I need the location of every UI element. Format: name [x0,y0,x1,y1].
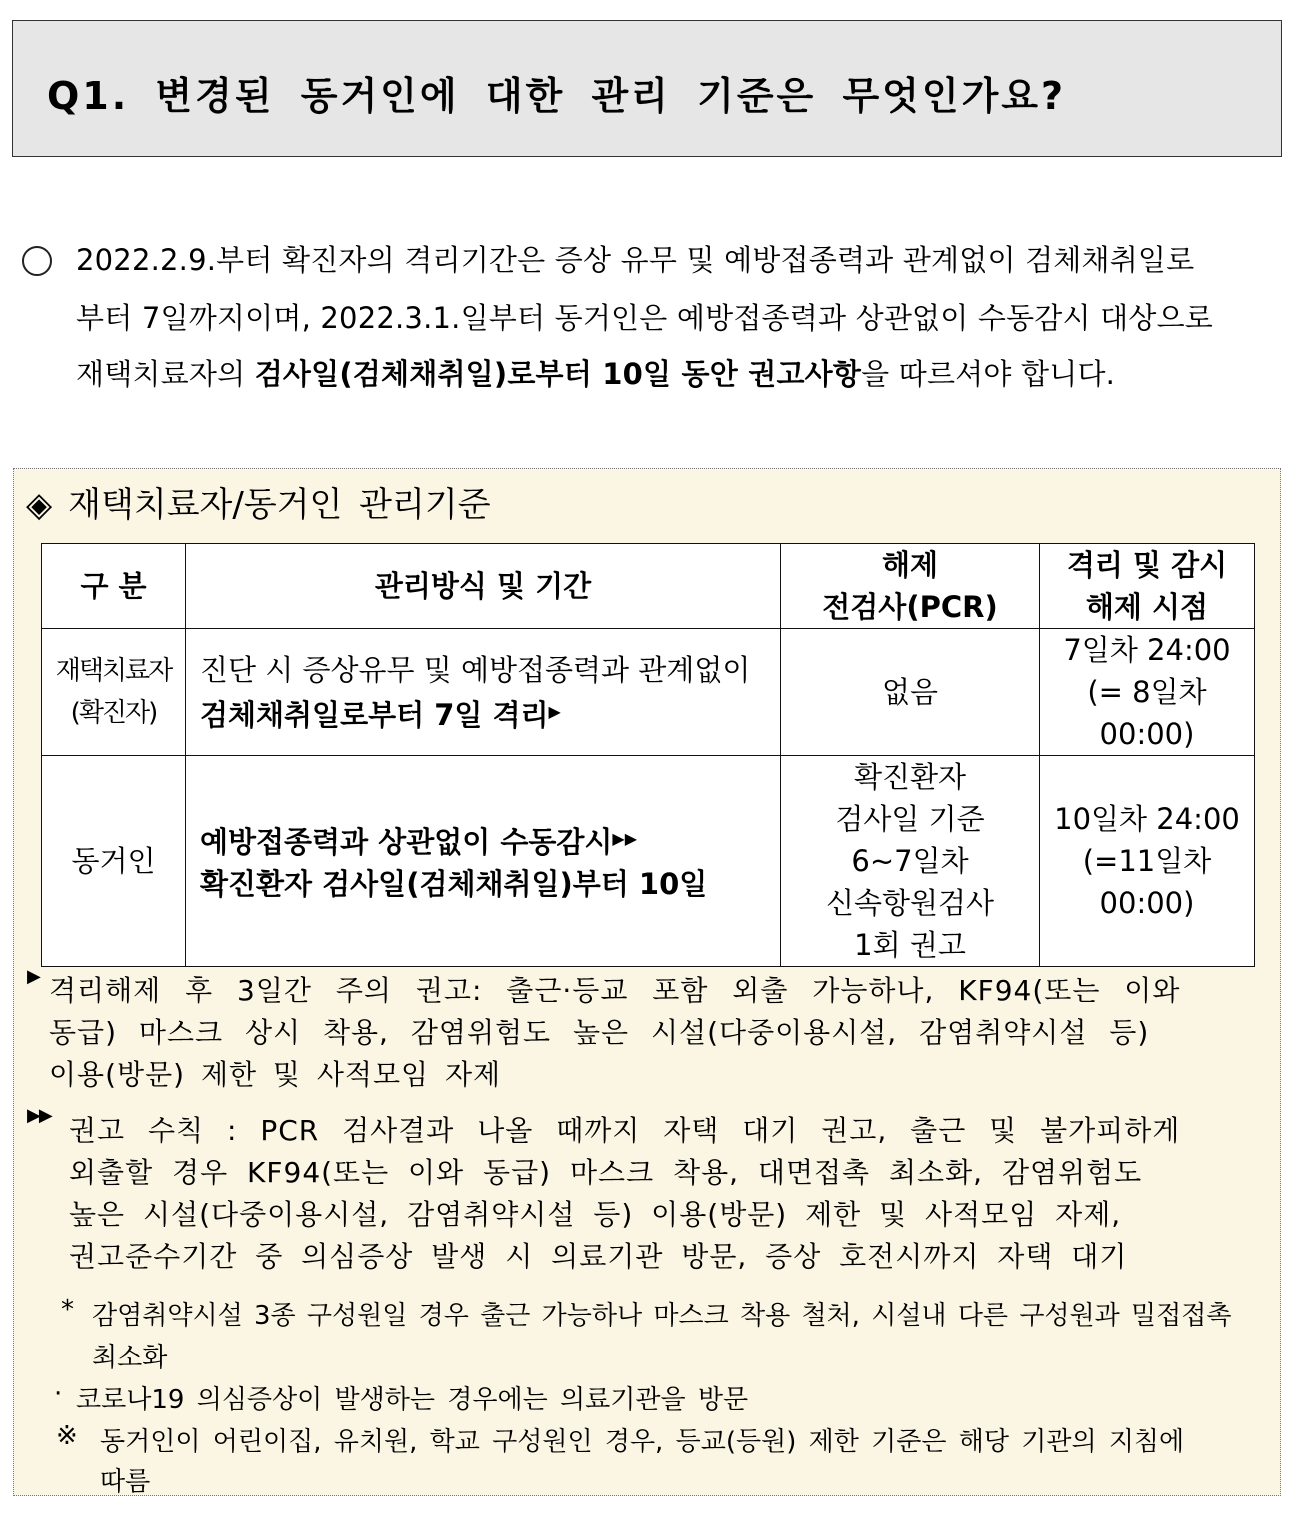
row1-release-line-3: 00:00) [1099,717,1195,751]
row2-method-line-1-wrap [200,818,780,863]
panel-title [26,477,491,526]
note3-asterisk-icon: * [61,1295,75,1325]
criteria-table [41,543,1255,967]
row1-category-line-1: 재택치료자 [55,656,172,686]
table-header-row [42,544,1255,629]
note1-line-3: 이용(방문) 제한 및 사적모임 자제 [49,1058,502,1091]
row2-release [1040,756,1255,967]
row1-pcr: 없음 [781,629,1040,756]
note2-double-triangle-icon: ▶▶ [27,1105,51,1126]
note2-line-1: 권고 수칙 : PCR 검사결과 나올 때까지 자택 대기 권고, 출근 및 불가피하게 [69,1114,1181,1147]
note1-line-1: 격리해제 후 3일간 주의 권고: 출근·등교 포함 외출 가능하나, KF94(또는 이와 [49,974,1181,1007]
header-release-line-2: 해제 시점 [1085,590,1209,624]
row2-pcr [781,756,1040,967]
table-row [42,629,1255,756]
row1-method-line-2-wrap [200,691,780,736]
row2-method-line-2-wrap [200,863,780,905]
intro-line-3-bold: 검사일(검체채취일)로부터 10일 동안 권고사항 [254,357,862,391]
note1-line-2: 동급) 마스크 상시 착용, 감염위험도 높은 시설(다중이용시설, 감염취약시설 등) [49,1016,1150,1049]
intro-line-1: 2022.2.9.부터 확진자의 격리기간은 증상 유무 및 예방접종력과 관계없이 검체채취일로 [76,243,1195,277]
header-method: 관리방식 및 기간 [186,544,781,629]
note3-line-1: 감염취약시설 3종 구성원일 경우 출근 가능하나 마스크 착용 철처, 시설내 다른 구성원과 밀접접촉 [92,1301,1232,1331]
intro-line-3-post: 을 따르셔야 합니다. [861,357,1116,391]
row1-release-line-1: 7일차 24:00 [1063,633,1231,667]
row1-method-line-1: 진단 시 증상유무 및 예방접종력과 관계없이 [200,652,751,687]
row1-release-line-2: (= 8일차 [1087,675,1207,709]
note2-line-2: 외출할 경우 KF94(또는 이와 동급) 마스크 착용, 대면접촉 최소화, 감염위험도 [69,1156,1143,1189]
row2-method-line-2: 확진환자 검사일(검체채취일)부터 10일 [200,866,708,901]
circle-bullet-icon [22,246,52,276]
intro-line-2: 부터 7일까지이며, 2022.3.1.일부터 동거인은 예방접종력과 상관없이 수동감시 대상으로 [76,301,1214,335]
diamond-icon: ◈ [26,485,53,525]
row2-pcr-line-2: 검사일 기준 [835,802,985,836]
note5-line-1: 동거인이 어린이집, 유치원, 학교 구성원인 경우, 등교(등원) 제한 기준은 해당 기관의 지침에 [100,1427,1185,1457]
row2-method-line-1: 예방접종력과 상관없이 수동감시 [200,824,613,859]
row2-release-line-3: 00:00) [1099,886,1195,920]
header-category: 구 분 [42,544,186,629]
header-pcr [781,544,1040,629]
row1-method-line-2: 검체채취일로부터 7일 격리 [200,697,549,732]
row2-category: 동거인 [42,756,186,967]
row2-release-line-2: (=11일차 [1082,844,1212,878]
row2-pcr-line-4: 신속항원검사 [825,886,995,920]
row1-method [186,629,781,756]
row2-pcr-line-5: 1회 권고 [854,928,966,962]
intro-line-3-pre: 재택치료자의 [76,357,255,391]
row2-release-line-1: 10일차 24:00 [1054,802,1240,836]
criteria-panel [13,468,1281,1496]
row1-release [1040,629,1255,756]
row1-category [42,629,186,756]
intro-line-3 [76,352,1115,393]
note4-dot-icon: · [54,1379,64,1409]
header-release-line-1: 격리 및 감시 [1066,548,1228,582]
question-box [12,20,1282,157]
header-release [1040,544,1255,629]
triangle-marker-icon: ▶ [548,701,561,721]
double-triangle-marker-icon: ▶▶ [612,828,637,848]
row2-pcr-line-3: 6~7일차 [851,844,969,878]
row2-method [186,756,781,967]
note2-line-3: 높은 시설(다중이용시설, 감염취약시설 등) 이용(방문) 제한 및 사적모임 자제, [69,1198,1122,1231]
panel-title-text: 재택치료자/동거인 관리기준 [68,485,491,525]
note4-line-1: 코로나19 의심증상이 발생하는 경우에는 의료기관을 방문 [76,1385,749,1415]
row2-pcr-line-1: 확진환자 [853,760,967,794]
header-pcr-line-1: 해제 [881,548,939,582]
note5-line-2: 따름 [100,1467,151,1497]
note1-triangle-icon: ▶ [27,966,42,987]
table-row [42,756,1255,967]
note3-line-2: 최소화 [92,1343,168,1373]
question-title: Q1. 변경된 동거인에 대한 관리 기준은 무엇인가요? [47,74,1067,118]
note5-reference-icon: ※ [56,1421,79,1451]
header-pcr-line-2: 전검사(PCR) [822,590,998,624]
row1-category-line-2: (확진자) [70,698,157,728]
note2-line-4: 권고준수기간 중 의심증상 발생 시 의료기관 방문, 증상 호전시까지 자택 대기 [69,1240,1128,1273]
